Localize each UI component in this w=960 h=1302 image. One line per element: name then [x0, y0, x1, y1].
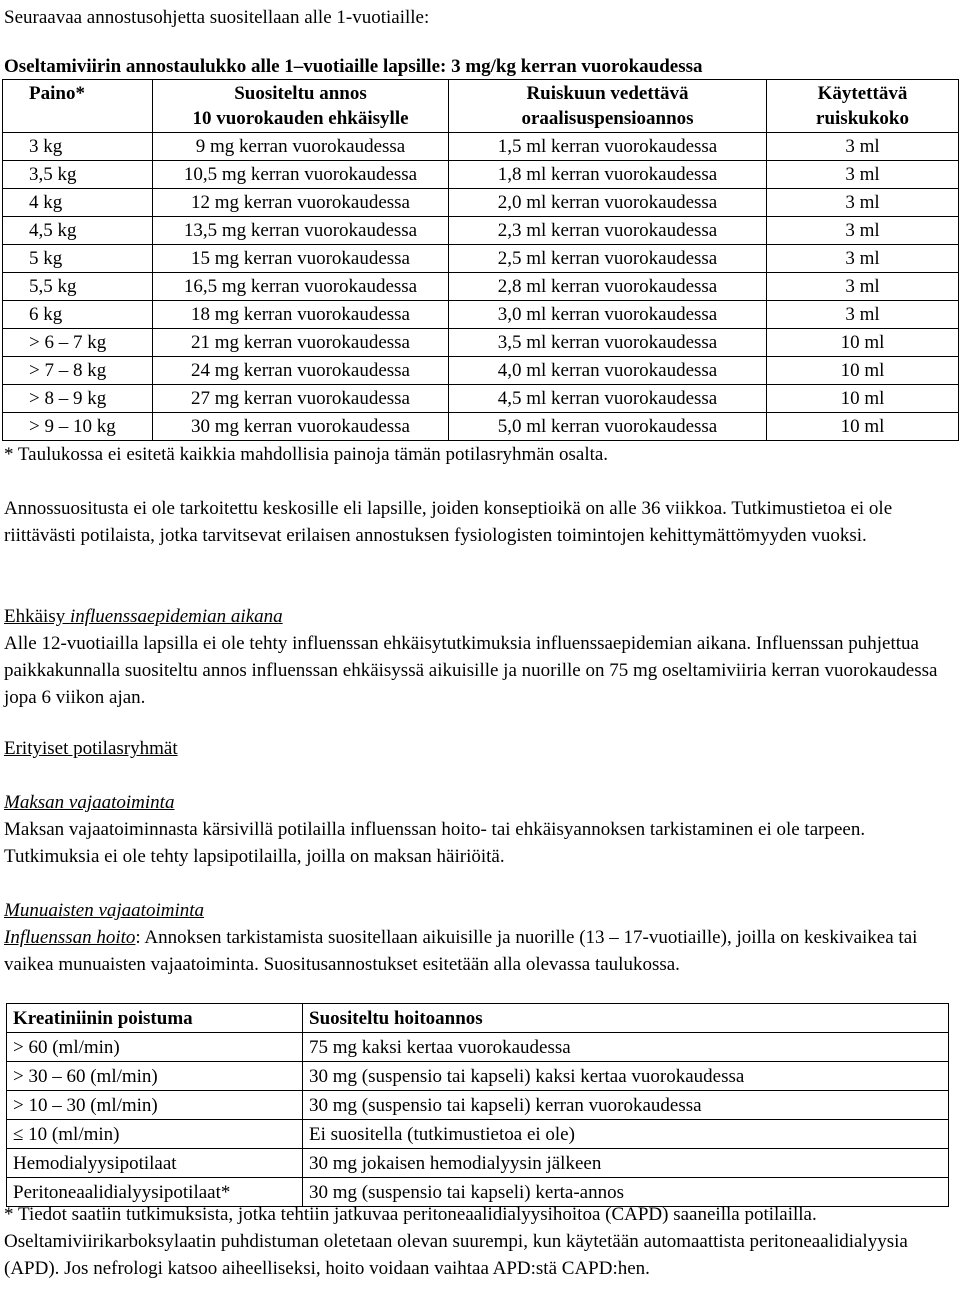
- table-row: [3, 413, 959, 441]
- hepatic-heading: [4, 789, 954, 816]
- header-line: Käytettävä: [817, 83, 908, 104]
- cell-suspension-dose: 3,5 ml kerran vuorokaudessa: [449, 329, 767, 357]
- cell-recommended-dose: 9 mg kerran vuorokaudessa: [153, 133, 449, 161]
- cell-syringe-size: 3 ml: [767, 245, 959, 273]
- cell-recommended-dose: 16,5 mg kerran vuorokaudessa: [153, 273, 449, 301]
- header-recommended-treatment-dose: Suositeltu hoitoannos: [303, 1004, 949, 1033]
- cell-suspension-dose: 1,8 ml kerran vuorokaudessa: [449, 161, 767, 189]
- header-line: Suositeltu annos: [234, 83, 367, 104]
- epidemic-paragraph: Alle 12-vuotiailla lapsilla ei ole tehty influenssan ehkäisytutkimuksia influenssaepidemian aikana. Influenssan puhjettua paikkakunnalla suositeltu annos influenssan ehkäisyssä aikuisille ja nuorille on 75 mg oseltamiviiria kerran vuorokaudessa jopa 6 viikon ajan.: [4, 633, 938, 708]
- cell-suspension-dose: 2,8 ml kerran vuorokaudessa: [449, 273, 767, 301]
- cell-syringe-size: 10 ml: [767, 385, 959, 413]
- cell-weight: 3,5 kg: [3, 161, 153, 189]
- cell-syringe-size: 3 ml: [767, 189, 959, 217]
- cell-creatinine-clearance: > 60 (ml/min): [7, 1033, 303, 1062]
- dosing-table-body: [3, 133, 959, 441]
- cell-treatment-dose: 75 mg kaksi kertaa vuorokaudessa: [303, 1033, 949, 1062]
- header-weight-label: Paino*: [29, 83, 85, 104]
- cell-suspension-dose: 5,0 ml kerran vuorokaudessa: [449, 413, 767, 441]
- header-syringe-size: [767, 80, 959, 133]
- cell-creatinine-clearance: ≤ 10 (ml/min): [7, 1120, 303, 1149]
- cell-syringe-size: 3 ml: [767, 217, 959, 245]
- table-row: [3, 385, 959, 413]
- cell-recommended-dose: 24 mg kerran vuorokaudessa: [153, 357, 449, 385]
- renal-table-footnote: [4, 1201, 954, 1282]
- cell-recommended-dose: 10,5 mg kerran vuorokaudessa: [153, 161, 449, 189]
- cell-suspension-dose: 2,5 ml kerran vuorokaudessa: [449, 245, 767, 273]
- renal-footnote-text: Tiedot saatiin tutkimuksista, jotka tehtiin jatkuvaa peritoneaalidialyysihoitoa (CAPD) saaneilla potilailla. Oseltamiviirikarboksylaatin puhdistuman oletetaan olevan suurempi, kun käytetään automaattista peritoneaalidialyysia (APD). Jos nefrologi katsoo aiheelliseksi, hoito voidaan vaihtaa APD:stä CAPD:hen.: [4, 1204, 908, 1279]
- table-row: [7, 1033, 949, 1062]
- cell-weight: 6 kg: [3, 301, 153, 329]
- cell-weight: > 9 – 10 kg: [3, 413, 153, 441]
- cell-weight: > 6 – 7 kg: [3, 329, 153, 357]
- dosing-table: [2, 79, 959, 441]
- renal-treatment-label: Influenssan hoito: [4, 927, 136, 948]
- header-line: Ruiskuun vedettävä: [526, 83, 689, 104]
- cell-weight: 3 kg: [3, 133, 153, 161]
- cell-recommended-dose: 13,5 mg kerran vuorokaudessa: [153, 217, 449, 245]
- cell-suspension-dose: 2,3 ml kerran vuorokaudessa: [449, 217, 767, 245]
- renal-paragraph-text: : Annoksen tarkistamista suositellaan aikuisille ja nuorille (13 – 17-vuotiaille), joilla on keskivaikea tai vaikea munuaisten vajaatoiminta. Suositusannostukset esitetään alla olevassa taulukossa.: [4, 927, 918, 975]
- cell-treatment-dose: 30 mg (suspensio tai kapseli) kerran vuorokaudessa: [303, 1091, 949, 1120]
- cell-creatinine-clearance: Peritoneaalidialyysipotilaat*: [7, 1178, 303, 1207]
- cell-weight: 4,5 kg: [3, 217, 153, 245]
- hepatic-heading-text: Maksan vajaatoiminta: [4, 792, 175, 813]
- special-groups-heading-text: Erityiset potilasryhmät: [4, 738, 178, 759]
- dosing-table-title: Oseltamiviirin annostaulukko alle 1–vuotiaille lapsille: 3 mg/kg kerran vuorokaudessa: [4, 56, 703, 77]
- dosing-table-footnote: * Taulukossa ei esitetä kaikkia mahdollisia painoja tämän potilasryhmän osalta.: [4, 444, 609, 465]
- renal-paragraph: [4, 924, 954, 978]
- renal-table-header-row: [7, 1004, 949, 1033]
- table-row: [3, 329, 959, 357]
- cell-weight: > 7 – 8 kg: [3, 357, 153, 385]
- header-line: ruiskukoko: [816, 108, 909, 129]
- cell-recommended-dose: 12 mg kerran vuorokaudessa: [153, 189, 449, 217]
- cell-suspension-dose: 4,0 ml kerran vuorokaudessa: [449, 357, 767, 385]
- epidemic-heading: [4, 603, 954, 630]
- header-weight: [3, 80, 153, 133]
- cell-suspension-dose: 1,5 ml kerran vuorokaudessa: [449, 133, 767, 161]
- cell-treatment-dose: Ei suositella (tutkimustietoa ei ole): [303, 1120, 949, 1149]
- cell-recommended-dose: 21 mg kerran vuorokaudessa: [153, 329, 449, 357]
- footnote-star: *: [4, 1204, 14, 1225]
- cell-creatinine-clearance: Hemodialyysipotilaat: [7, 1149, 303, 1178]
- table-row: [7, 1149, 949, 1178]
- special-groups-heading: [4, 735, 954, 762]
- table-row: [3, 189, 959, 217]
- cell-recommended-dose: 15 mg kerran vuorokaudessa: [153, 245, 449, 273]
- cell-syringe-size: 3 ml: [767, 273, 959, 301]
- cell-recommended-dose: 27 mg kerran vuorokaudessa: [153, 385, 449, 413]
- renal-dosing-table: [6, 1003, 949, 1207]
- renal-heading-text: Munuaisten vajaatoiminta: [4, 900, 205, 921]
- epidemic-heading-italic: influenssaepidemian aikana: [69, 606, 283, 627]
- header-line: 10 vuorokauden ehkäisylle: [192, 108, 409, 129]
- cell-syringe-size: 10 ml: [767, 413, 959, 441]
- table-row: [3, 217, 959, 245]
- header-creatinine-clearance: Kreatiniinin poistuma: [7, 1004, 303, 1033]
- cell-suspension-dose: 2,0 ml kerran vuorokaudessa: [449, 189, 767, 217]
- header-suspension-dose: [449, 80, 767, 133]
- header-line: oraalisuspensioannos: [521, 108, 694, 129]
- epidemic-heading-plain: Ehkäisy: [4, 606, 70, 627]
- table-row: [3, 133, 959, 161]
- cell-treatment-dose: 30 mg (suspensio tai kapseli) kaksi kertaa vuorokaudessa: [303, 1062, 949, 1091]
- cell-syringe-size: 3 ml: [767, 161, 959, 189]
- cell-weight: 5 kg: [3, 245, 153, 273]
- cell-treatment-dose: 30 mg jokaisen hemodialyysin jälkeen: [303, 1149, 949, 1178]
- cell-suspension-dose: 4,5 ml kerran vuorokaudessa: [449, 385, 767, 413]
- table-row: [7, 1062, 949, 1091]
- cell-creatinine-clearance: > 30 – 60 (ml/min): [7, 1062, 303, 1091]
- cell-creatinine-clearance: > 10 – 30 (ml/min): [7, 1091, 303, 1120]
- dosing-table-header-row: [3, 80, 959, 133]
- table-row: [3, 357, 959, 385]
- cell-syringe-size: 10 ml: [767, 357, 959, 385]
- header-recommended-dose: [153, 80, 449, 133]
- table-row: [3, 161, 959, 189]
- cell-suspension-dose: 3,0 ml kerran vuorokaudessa: [449, 301, 767, 329]
- premature-paragraph: Annossuositusta ei ole tarkoitettu keskosille eli lapsille, joiden konseptioikä on alle 36 viikkoa. Tutkimustietoa ei ole riittävästi potilaista, jotka tarvitsevat erilaisen annostuksen fysiologisten toimintojen kehittymättömyyden vuoksi.: [4, 498, 893, 546]
- table-row: [3, 301, 959, 329]
- cell-recommended-dose: 18 mg kerran vuorokaudessa: [153, 301, 449, 329]
- cell-weight: > 8 – 9 kg: [3, 385, 153, 413]
- cell-weight: 5,5 kg: [3, 273, 153, 301]
- table-row: [7, 1120, 949, 1149]
- cell-treatment-dose: 30 mg (suspensio tai kapseli) kerta-annos: [303, 1178, 949, 1207]
- hepatic-paragraph: Maksan vajaatoiminnasta kärsivillä potilailla influenssan hoito- tai ehkäisyannoksen tarkistaminen ei ole tarpeen. Tutkimuksia ei ole tehty lapsipotilailla, joilla on maksan häiriöitä.: [4, 819, 866, 867]
- intro-text: Seuraavaa annostusohjetta suositellaan alle 1-vuotiaille:: [4, 7, 430, 28]
- renal-table-body: [7, 1033, 949, 1207]
- cell-syringe-size: 3 ml: [767, 301, 959, 329]
- table-row: [7, 1091, 949, 1120]
- cell-weight: 4 kg: [3, 189, 153, 217]
- table-row: [3, 245, 959, 273]
- cell-syringe-size: 10 ml: [767, 329, 959, 357]
- cell-recommended-dose: 30 mg kerran vuorokaudessa: [153, 413, 449, 441]
- table-row: [3, 273, 959, 301]
- cell-syringe-size: 3 ml: [767, 133, 959, 161]
- renal-heading: [4, 897, 954, 924]
